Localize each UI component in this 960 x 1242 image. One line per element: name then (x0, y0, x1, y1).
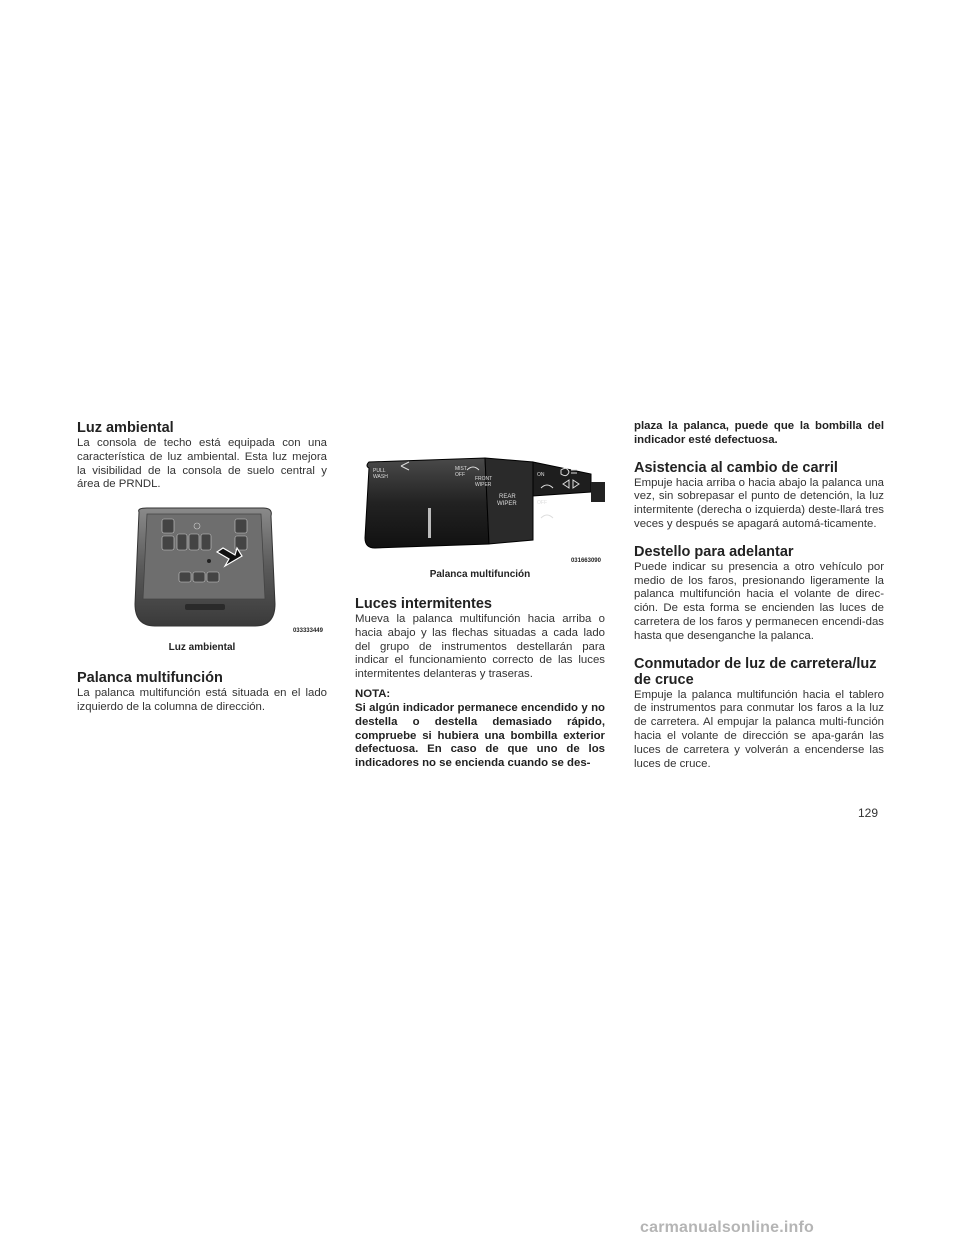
page-number: 129 (858, 806, 879, 820)
section-body-asistencia-cambio-carril: Empuje hacia arriba o hacia abajo la palanca una vez, sin sobrepasar el punto de detención, la luz intermitente (derecha o izquierda) deste-llará tres veces y después se apagará automá-ticamente. (634, 476, 884, 530)
figure-caption-palanca-multifuncion: Palanca multifunción (429, 569, 531, 580)
label-on: ON (537, 472, 545, 478)
multifunction-lever-illustration (355, 448, 605, 566)
section-title-destello-adelantar: Destello para adelantar (634, 543, 794, 560)
section-body-conmutador-luz: Empuje la palanca multifunción hacia el tablero de instrumentos para conmutar los faros a la luz de carretera. Al empujar la palanca multi-función hacia el volante de dirección se apa-garán las luces de carretera y volverán a encenderse las luces de cruce. (634, 688, 884, 770)
nota-body: Si algún indicador permanece encendido y no destella o destella demasiado rápido, compruebe si hubiera una bombilla exterior defectuosa. En caso de que uno de los indicadores no se encienda cuando se des- (355, 701, 605, 770)
section-body-luces-intermitentes: Mueva la palanca multifunción hacia arriba o hacia abajo y las flechas situadas a cada lado del grupo de instrumentos destellarán para indicar el funcionamiento correcto de las luces intermitentes delanteras y traseras. (355, 613, 605, 681)
figure-code-1: 033333449 (292, 628, 323, 635)
label-rear: REAR (499, 494, 516, 500)
nota-label: NOTA: (355, 687, 391, 700)
column-right (634, 420, 884, 771)
section-title-conmutador-luz-line1: Conmutador de luz de carretera/luz (634, 655, 877, 672)
label-wiper-front: WIPER (475, 482, 492, 488)
label-front: FRONT (475, 476, 493, 482)
label-mist: MIST (455, 466, 467, 472)
section-title-palanca-multifuncion: Palanca multifunción (77, 670, 223, 687)
section-title-luces-intermitentes: Luces intermitentes (355, 596, 492, 612)
figure-code-2: 031663090 (570, 558, 601, 564)
figure-palanca-multifuncion (355, 448, 605, 566)
label-rear-wiper: WIPER (497, 501, 517, 507)
watermark[interactable]: carmanualsonline.info (640, 1219, 815, 1236)
nota-continuation: plaza la palanca, puede que la bombilla del indicador esté defectuosa. (634, 420, 884, 446)
figure-caption-luz-ambiental: Luz ambiental (168, 642, 236, 654)
section-title-conmutador-luz-line2: de cruce (634, 671, 694, 688)
label-wash: WASH (373, 474, 388, 480)
section-title-asistencia-cambio-carril: Asistencia al cambio de carril (634, 459, 838, 476)
section-body-luz-ambiental: La consola de techo está equipada con una característica de luz ambiental. Esta luz mejora la visibilidad de la consola de suelo central y área de PRNDL. (77, 437, 327, 491)
column-middle (355, 448, 605, 771)
label-pull: PULL (373, 468, 386, 474)
overhead-console-illustration (77, 504, 327, 639)
section-body-palanca-multifuncion: La palanca multifunción está situada en el lado izquierdo de la columna de dirección. (77, 687, 327, 713)
label-off-rear: OFF (537, 500, 547, 506)
figure-luz-ambiental (77, 504, 327, 639)
section-title-luz-ambiental: Luz ambiental (77, 420, 174, 436)
label-off: OFF (455, 472, 465, 478)
section-body-destello-adelantar: Puede indicar su presencia a otro vehículo por medio de los faros, presionando ligeramente la palanca multifunción hacia el volante de direc-ción. De esta forma se encienden las luces de carretera de los faros y permanecen encendi-das hasta que desenganche la palanca. (634, 560, 884, 642)
column-left (77, 420, 327, 715)
